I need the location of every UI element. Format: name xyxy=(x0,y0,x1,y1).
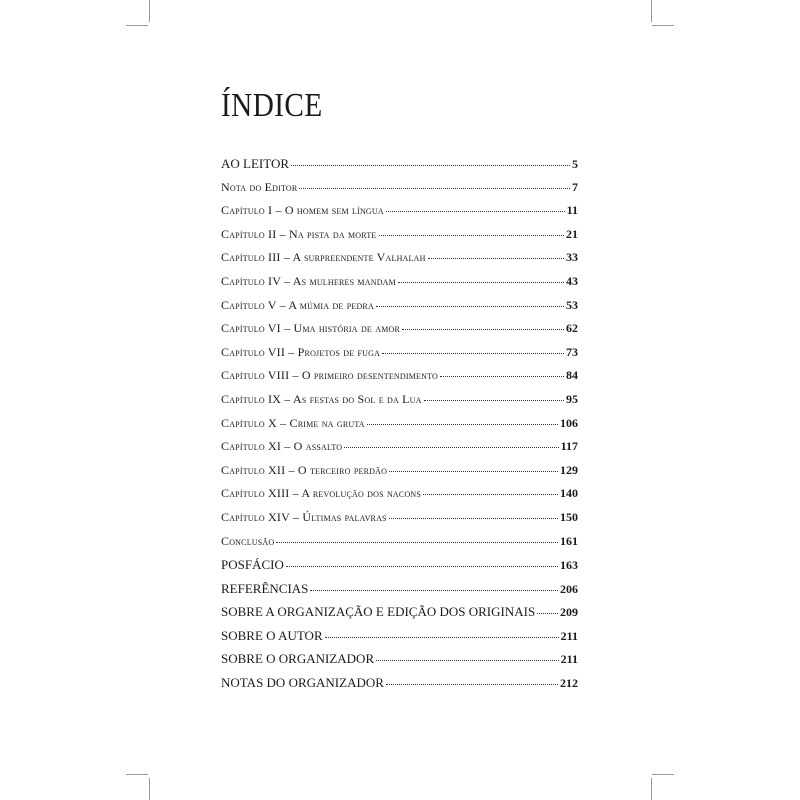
page-title: ÍNDICE xyxy=(221,87,323,124)
toc-entry-page-number: 73 xyxy=(566,344,578,359)
toc-entry-page-number: 43 xyxy=(566,273,578,288)
toc-entry-title: Capítulo XI – O assalto xyxy=(221,439,343,454)
toc-entry-title: Conclusão xyxy=(221,533,275,548)
toc-entry xyxy=(221,364,578,388)
dot-leader xyxy=(440,375,564,377)
toc-entry-title: POSFÁCIO xyxy=(221,557,284,573)
crop-mark-bottom-right-horizontal xyxy=(652,774,674,775)
dot-leader xyxy=(537,612,558,614)
toc-entry-title: Capítulo IV – As mulheres mandam xyxy=(221,273,396,288)
toc-entry-page-number: 150 xyxy=(560,509,578,524)
toc-entry-page-number: 163 xyxy=(560,558,578,573)
crop-mark-bottom-right xyxy=(651,778,652,800)
toc-entry-title: Capítulo I – O homem sem língua xyxy=(221,203,384,218)
dot-leader xyxy=(276,541,558,543)
toc-entry xyxy=(221,412,578,436)
toc-entry xyxy=(221,176,578,200)
toc-entry xyxy=(221,553,578,577)
toc-entry-title: Capítulo XII – O terceiro perdão xyxy=(221,462,388,477)
dot-leader xyxy=(386,210,565,212)
toc-entry-title: Capítulo XIV – Últimas palavras xyxy=(221,509,387,524)
dot-leader xyxy=(344,446,558,448)
toc-entry-title: Capítulo V – A múmia de pedra xyxy=(221,297,374,312)
dot-leader xyxy=(286,565,558,567)
toc-entry xyxy=(221,530,578,554)
dot-leader xyxy=(398,281,564,283)
toc-entry xyxy=(221,435,578,459)
dot-leader xyxy=(402,328,564,330)
toc-entry-page-number: 62 xyxy=(566,321,578,336)
toc-entry-page-number: 212 xyxy=(560,676,578,691)
toc-entry xyxy=(221,270,578,294)
toc-entry-page-number: 161 xyxy=(560,533,578,548)
crop-mark-top-left-horizontal xyxy=(126,25,148,26)
toc-entry-page-number: 95 xyxy=(566,391,578,406)
toc-entry xyxy=(221,341,578,365)
toc-entry-page-number: 117 xyxy=(560,439,578,454)
toc-entry xyxy=(221,624,578,648)
dot-leader xyxy=(389,517,558,519)
toc-entry xyxy=(221,388,578,412)
toc-entry-title: Capítulo III – A surpreendente Valhalah xyxy=(221,250,426,265)
toc-entry-page-number: 7 xyxy=(572,179,578,194)
toc-entry xyxy=(221,647,578,671)
toc-entry-title: Nota do Editor xyxy=(221,179,298,194)
toc-entry xyxy=(221,482,578,506)
dot-leader xyxy=(424,399,564,401)
toc-entry xyxy=(221,506,578,530)
toc-entry-title: Capítulo IX – As festas do Sol e da Lua xyxy=(221,391,422,406)
toc-entry-title: REFERÊNCIAS xyxy=(221,580,309,596)
toc-entry xyxy=(221,223,578,247)
toc-entry-page-number: 11 xyxy=(566,203,578,218)
toc-entry-page-number: 209 xyxy=(560,605,578,620)
crop-mark-top-left xyxy=(149,0,150,22)
toc-entry-title: SOBRE A ORGANIZAÇÃO E EDIÇÃO DOS ORIGINAIS xyxy=(221,604,536,620)
dot-leader xyxy=(428,257,564,259)
crop-mark-bottom-left xyxy=(149,778,150,800)
crop-mark-top-right-horizontal xyxy=(652,25,674,26)
toc-entry-page-number: 5 xyxy=(572,157,578,171)
toc-entry xyxy=(221,317,578,341)
toc-entry xyxy=(221,577,578,601)
crop-mark-top-right xyxy=(651,0,652,22)
dot-leader xyxy=(376,305,564,307)
dot-leader xyxy=(291,164,570,166)
toc-entry xyxy=(221,671,578,695)
dot-leader xyxy=(423,493,558,495)
toc-entry-page-number: 140 xyxy=(560,486,578,501)
dot-leader xyxy=(325,636,559,638)
toc-entry-title: Capítulo XIII – A revolução dos nacons xyxy=(221,486,422,501)
toc-entry-title: SOBRE O AUTOR xyxy=(221,627,323,643)
dot-leader xyxy=(299,187,570,189)
toc-entry xyxy=(221,199,578,223)
toc-entry-title: Capítulo VIII – O primeiro desentendimento xyxy=(221,368,439,383)
toc-entry-page-number: 33 xyxy=(566,250,578,265)
dot-leader xyxy=(367,423,558,425)
toc-entry-page-number: 129 xyxy=(560,462,578,477)
crop-mark-bottom-left-horizontal xyxy=(126,774,148,775)
toc-entry-title: Capítulo VI – Uma história de amor xyxy=(221,321,401,336)
dot-leader xyxy=(389,470,558,472)
toc-entry xyxy=(221,600,578,624)
toc-entry-title: Capítulo II – Na pista da morte xyxy=(221,226,377,241)
dot-leader xyxy=(310,589,558,591)
toc-entry-page-number: 211 xyxy=(560,652,578,667)
dot-leader xyxy=(382,352,564,354)
toc-entry-title: NOTAS DO ORGANIZADOR xyxy=(221,675,384,691)
dot-leader xyxy=(379,234,564,236)
table-of-contents xyxy=(221,152,578,695)
dot-leader xyxy=(386,683,558,685)
toc-entry-page-number: 84 xyxy=(566,368,578,383)
toc-entry xyxy=(221,246,578,270)
toc-entry-title: AO LEITOR xyxy=(221,156,290,171)
toc-entry-title: Capítulo VII – Projetos de fuga xyxy=(221,344,381,359)
toc-entry xyxy=(221,294,578,318)
toc-entry-page-number: 106 xyxy=(560,415,578,430)
toc-entry-title: Capítulo X – Crime na gruta xyxy=(221,415,365,430)
toc-entry-page-number: 211 xyxy=(560,628,578,643)
dot-leader xyxy=(376,659,559,661)
toc-entry-page-number: 206 xyxy=(560,581,578,596)
toc-entry-page-number: 21 xyxy=(566,226,578,241)
toc-entry xyxy=(221,459,578,483)
toc-entry-title: SOBRE O ORGANIZADOR xyxy=(221,651,375,667)
toc-entry xyxy=(221,152,578,176)
toc-entry-page-number: 53 xyxy=(566,297,578,312)
